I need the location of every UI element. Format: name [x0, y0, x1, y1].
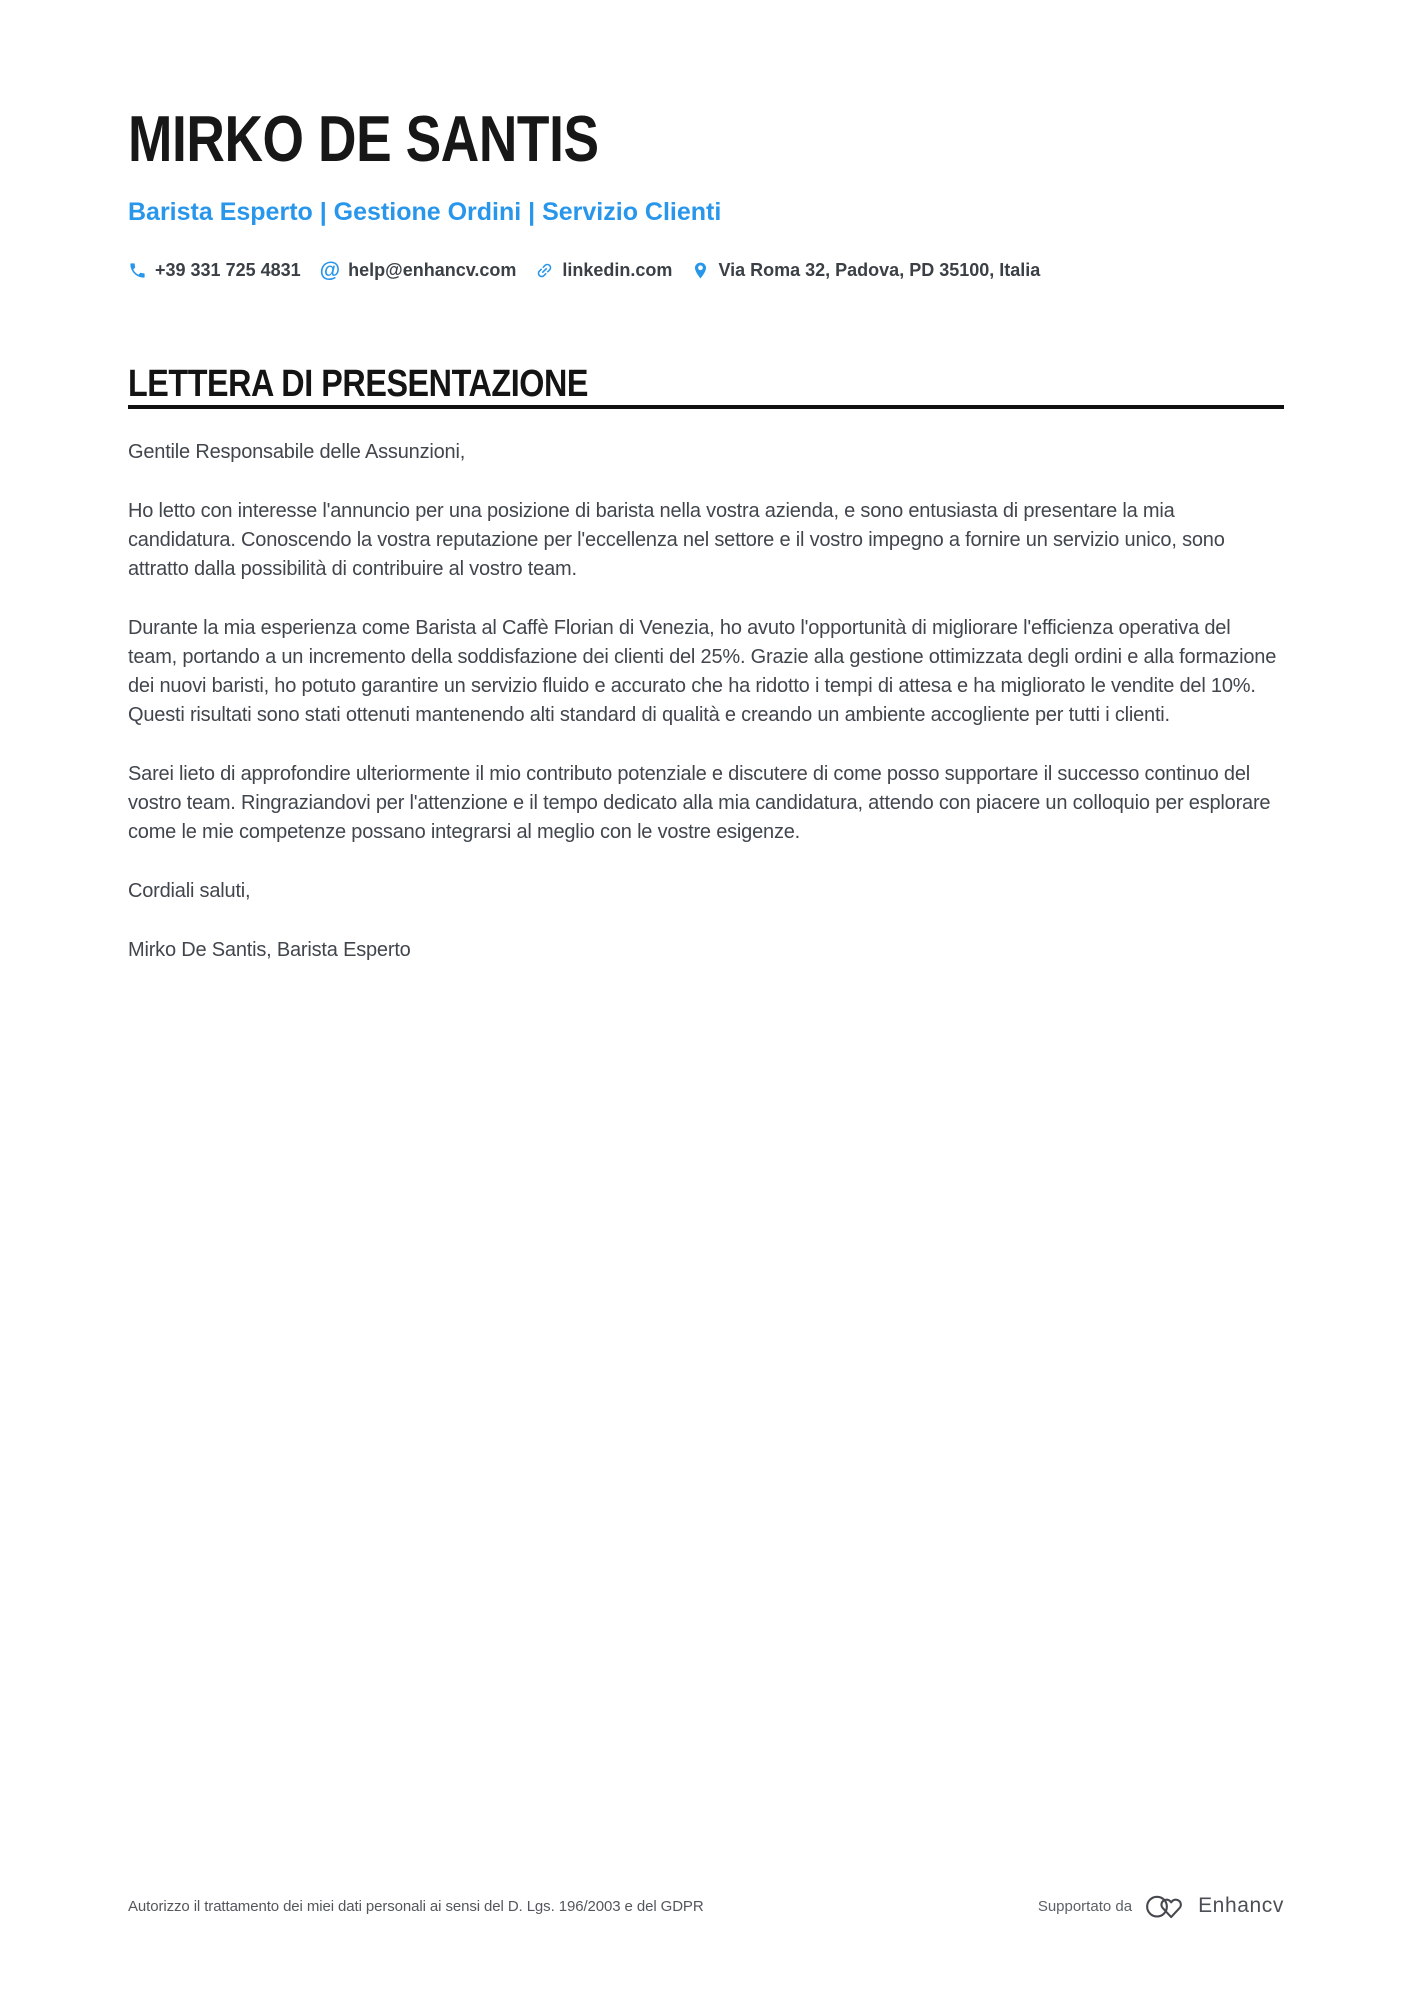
letter-signature: Mirko De Santis, Barista Esperto [128, 939, 411, 961]
letter-paragraph: Durante la mia esperienza come Barista al Caffè Florian di Venezia, ho avuto l'opportunità di migliorare l'efficienza operativa del team, portando a un incremento della soddisfazione dei clienti del 25%. Grazie alla gestione ottimizzata degli ordini e alla formazione dei nuovi baristi, ho potuto garantire un servizio fluido e accurato che ha ridotto i tempi di attesa e ha migliorato le vendite del 10%. Questi risultati sono stati ottenuti mantenendo alti standard di qualità e creando un ambiente accogliente per tutti i clienti. [128, 617, 1277, 726]
contact-linkedin[interactable] [535, 260, 672, 281]
link-icon [535, 261, 554, 280]
phone-icon [128, 261, 147, 280]
letter-closing: Cordiali saluti, [128, 880, 251, 902]
location-icon [691, 261, 710, 280]
document-header [128, 102, 1284, 282]
enhancv-wordmark: Enhancv [1198, 1894, 1284, 1917]
at-icon: @ [319, 259, 341, 282]
contact-email[interactable] [320, 260, 517, 281]
phone-number: +39 331 725 4831 [155, 260, 301, 280]
page-footer [128, 1890, 1284, 1922]
section-title: LETTERA DI PRESENTAZIONE [128, 363, 588, 405]
letter-paragraph: Ho letto con interesse l'annuncio per una posizione di barista nella vostra azienda, e sono entusiasta di presentare la mia candidatura. Conoscendo la vostra reputazione per l'eccellenza nel settore e il vostro impegno a fornire un servizio unico, sono attratto dalla possibilità di contribuire al vostro team. [128, 500, 1225, 580]
enhancv-logo-icon [1142, 1890, 1188, 1922]
linkedin-url: linkedin.com [562, 260, 673, 280]
address: Via Roma 32, Padova, PD 35100, Italia [718, 260, 1041, 280]
supported-by-label: Supportato da [1037, 1897, 1133, 1915]
gdpr-consent-text: Autorizzo il trattamento dei miei dati personali ai sensi del D. Lgs. 196/2003 e del GDPR [128, 1897, 704, 1915]
letter-greeting: Gentile Responsabile delle Assunzioni, [128, 441, 466, 463]
contact-location [691, 260, 1040, 281]
contact-row [128, 260, 1284, 281]
branding[interactable] [1038, 1890, 1284, 1922]
candidate-headline: Barista Esperto | Gestione Ordini | Servizio Clienti [128, 198, 722, 226]
candidate-name: MIRKO DE SANTIS [128, 102, 599, 175]
section-heading-rule [128, 365, 1284, 409]
email-address: help@enhancv.com [348, 260, 517, 280]
letter-paragraph: Sarei lieto di approfondire ulteriormente il mio contributo potenziale e discutere di come posso supportare il successo continuo del vostro team. Ringraziandovi per l'attenzione e il tempo dedicato alla mia candidatura, attendo con piacere un colloquio per esplorare come le mie competenze possano integrarsi al meglio con le vostre esigenze. [128, 763, 1271, 843]
letter-body [128, 438, 1284, 965]
cover-letter-section [128, 365, 1284, 965]
contact-phone [128, 260, 301, 281]
